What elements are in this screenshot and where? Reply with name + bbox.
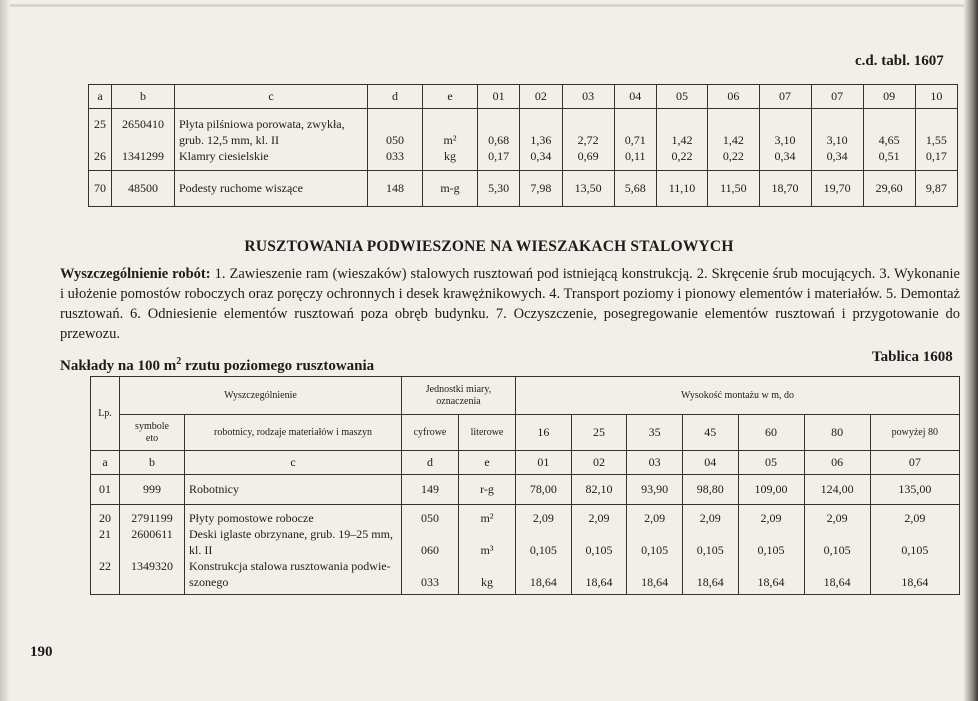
work-description	[60, 264, 960, 344]
lp-cell: 01	[91, 475, 120, 505]
naklady-text: Nakłady na 100 m	[60, 358, 177, 374]
height-header: 60	[738, 415, 804, 451]
header-cell: 03	[562, 85, 614, 109]
value-cell: 13,50	[562, 171, 614, 207]
name-cell: Płyty pomostowe robocze Deski iglaste obrzynane, grub. 19–25 mm, kl. II Konstrukcja stalowa rusztowania podwie- szonego	[185, 505, 402, 595]
value-cell: 1,55 0,17	[915, 109, 957, 171]
naklady-caption	[60, 356, 374, 375]
value-cell: 2,09 0,105 18,64	[571, 505, 627, 595]
header-cell: c	[175, 85, 368, 109]
cell-a: 25 26	[89, 109, 112, 171]
height-header: powyżej 80	[870, 415, 959, 451]
wyszczegolnienie-header: Wyszczególnienie	[120, 377, 402, 415]
table-1607-continuation	[88, 84, 958, 207]
value-cell: 1,36 0,34	[520, 109, 562, 171]
value-cell: 2,09 0,105 18,64	[682, 505, 738, 595]
value-cell: 82,10	[571, 475, 627, 505]
value-cell: 109,00	[738, 475, 804, 505]
cell-d: 148	[368, 171, 423, 207]
value-cell: 98,80	[682, 475, 738, 505]
value-cell: 2,09 0,105 18,64	[870, 505, 959, 595]
index-cell: d	[402, 451, 459, 475]
header-cell: b	[112, 85, 175, 109]
unit-letter-cell: r-g	[459, 475, 516, 505]
work-description-text: 1. Zawieszenie ram (wieszaków) stalowych rusztowań pod istniejącą konstrukcją. 2. Skręcenie śrub mocujących. 3. Wykonanie i ułożenie pomostów roboczych oraz poręczy ochronnych i desek krawężnikowych. 4. Transport poziomy i pionowy elementów i materiałów. 5. Demontaż rusztowań. 6. Odniesienie elementów rusztowań poza obręb budynku. 7. Oczyszczenie, posegregowanie elementów rusztowań i przygotowanie do przewozu.	[60, 266, 960, 342]
value-cell: 2,09 0,105 18,64	[516, 505, 572, 595]
value-cell: 11,10	[656, 171, 707, 207]
height-header: 35	[627, 415, 683, 451]
page-edge-right	[964, 0, 978, 701]
table-subheader-row	[91, 415, 960, 451]
table-row	[91, 505, 960, 595]
section-heading: RUSZTOWANIA PODWIESZONE NA WIESZAKACH STALOWYCH	[244, 238, 734, 255]
cell-d: 050 033	[368, 109, 423, 171]
value-cell: 3,10 0,34	[811, 109, 863, 171]
header-cell: 01	[478, 85, 520, 109]
page-edge-left	[0, 0, 10, 701]
header-cell: a	[89, 85, 112, 109]
continuation-label: c.d. tabl. 1607	[855, 53, 944, 69]
header-cell: 04	[614, 85, 656, 109]
table-row	[91, 475, 960, 505]
value-cell: 4,65 0,51	[863, 109, 915, 171]
value-cell: 1,42 0,22	[708, 109, 759, 171]
cell-c: Podesty ruchome wiszące	[175, 171, 368, 207]
value-cell: 1,42 0,22	[656, 109, 707, 171]
unit-code-cell: 050 060 033	[402, 505, 459, 595]
index-cell: c	[185, 451, 402, 475]
cell-e: m-g	[423, 171, 478, 207]
index-cell: a	[91, 451, 120, 475]
unit-letter-cell: m² m³ kg	[459, 505, 516, 595]
table-row	[89, 171, 958, 207]
jednostki-header: Jednostki miary, oznaczenia	[402, 377, 516, 415]
cell-c: Płyta pilśniowa porowata, zwykła, grub. 12,5 mm, kl. II Klamry ciesielskie	[175, 109, 368, 171]
lp-cell: 20 21 22	[91, 505, 120, 595]
unit-code-cell: 149	[402, 475, 459, 505]
value-cell: 124,00	[804, 475, 870, 505]
robotnicy-header: robotnicy, rodzaje materiałów i maszyn	[185, 415, 402, 451]
header-cell: 09	[863, 85, 915, 109]
header-cell: e	[423, 85, 478, 109]
value-cell: 9,87	[915, 171, 957, 207]
height-header: 25	[571, 415, 627, 451]
table-header-row	[91, 377, 960, 415]
index-cell: 02	[571, 451, 627, 475]
index-cell: b	[120, 451, 185, 475]
header-cell: 06	[708, 85, 759, 109]
literowe-header: literowe	[459, 415, 516, 451]
value-cell: 2,72 0,69	[562, 109, 614, 171]
index-cell: 03	[627, 451, 683, 475]
value-cell: 5,68	[614, 171, 656, 207]
value-cell: 18,70	[759, 171, 811, 207]
value-cell: 78,00	[516, 475, 572, 505]
wysokosc-header: Wysokość montażu w m, do	[516, 377, 960, 415]
header-cell: d	[368, 85, 423, 109]
table-row	[89, 109, 958, 171]
value-cell: 2,09 0,105 18,64	[627, 505, 683, 595]
cell-b: 48500	[112, 171, 175, 207]
header-cell: 07	[811, 85, 863, 109]
height-header: 45	[682, 415, 738, 451]
value-cell: 135,00	[870, 475, 959, 505]
value-cell: 19,70	[811, 171, 863, 207]
work-description-label: Wyszczególnienie robót:	[60, 266, 211, 282]
lp-header: Lp.	[91, 377, 120, 451]
cell-b: 2650410 1341299	[112, 109, 175, 171]
index-cell: 07	[870, 451, 959, 475]
header-cell: 02	[520, 85, 562, 109]
symbol-cell: 2791199 2600611 1349320	[120, 505, 185, 595]
value-cell: 2,09 0,105 18,64	[738, 505, 804, 595]
height-header: 80	[804, 415, 870, 451]
name-cell: Robotnicy	[185, 475, 402, 505]
header-cell: 05	[656, 85, 707, 109]
table-header-row	[89, 85, 958, 109]
value-cell: 3,10 0,34	[759, 109, 811, 171]
value-cell: 29,60	[863, 171, 915, 207]
naklady-text-end: rzutu poziomego rusztowania	[181, 358, 375, 374]
value-cell: 7,98	[520, 171, 562, 207]
table-1608	[90, 376, 960, 595]
naklady-superscript: 2	[176, 356, 182, 367]
index-cell: 04	[682, 451, 738, 475]
index-cell: 01	[516, 451, 572, 475]
cyfrowe-header: cyfrowe	[402, 415, 459, 451]
value-cell: 0,68 0,17	[478, 109, 520, 171]
index-cell: e	[459, 451, 516, 475]
index-cell: 06	[804, 451, 870, 475]
index-cell: 05	[738, 451, 804, 475]
header-cell: 07	[759, 85, 811, 109]
symbol-cell: 999	[120, 475, 185, 505]
value-cell: 2,09 0,105 18,64	[804, 505, 870, 595]
table-number: Tablica 1608	[872, 349, 953, 365]
header-cell: 10	[915, 85, 957, 109]
value-cell: 0,71 0,11	[614, 109, 656, 171]
value-cell: 5,30	[478, 171, 520, 207]
value-cell: 93,90	[627, 475, 683, 505]
index-row	[91, 451, 960, 475]
cell-a: 70	[89, 171, 112, 207]
symbole-header: symbole eto	[120, 415, 185, 451]
top-shadow-line	[0, 4, 978, 7]
height-header: 16	[516, 415, 572, 451]
value-cell: 11,50	[708, 171, 759, 207]
page-number: 190	[30, 644, 53, 660]
cell-e: m² kg	[423, 109, 478, 171]
